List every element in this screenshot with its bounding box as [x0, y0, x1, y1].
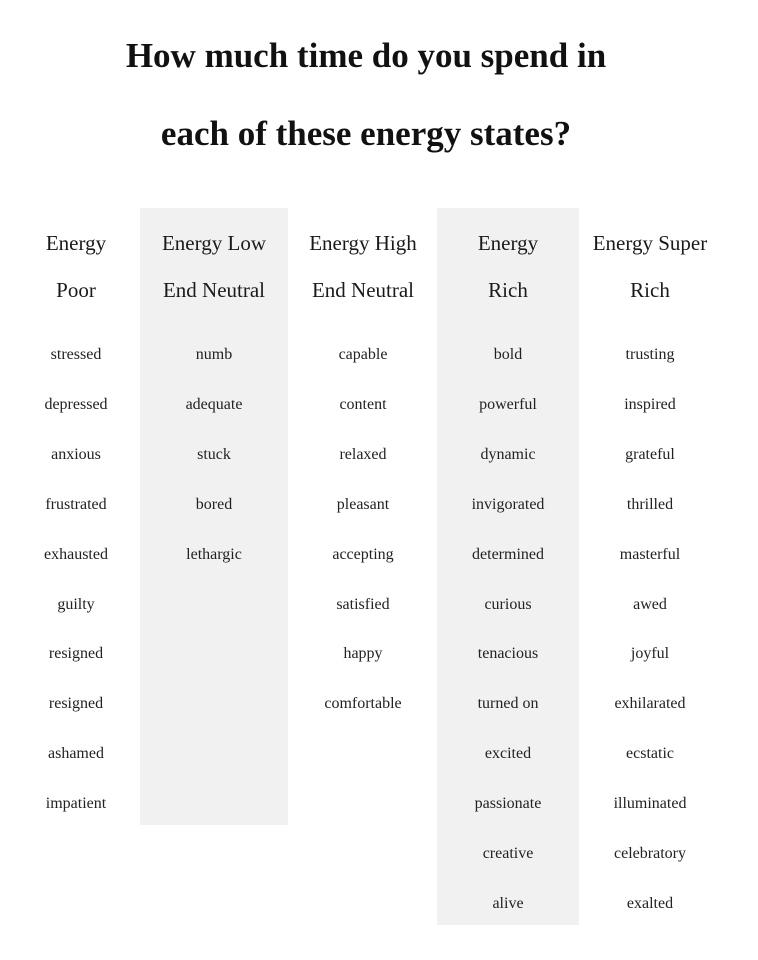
column-header: Rich [630, 278, 670, 302]
energy-word: grateful [625, 446, 675, 463]
energy-word: bold [493, 346, 523, 363]
column-header: Rich [488, 278, 528, 302]
energy-word: stuck [197, 446, 231, 463]
energy-word: thrilled [626, 496, 674, 513]
energy-word: bored [195, 496, 233, 513]
energy-word: tenacious [477, 645, 539, 662]
energy-word: adequate [185, 396, 243, 413]
energy-word: exalted [626, 895, 674, 912]
column-energy-high-end-neutral [292, 208, 434, 828]
energy-word: pleasant [336, 496, 390, 513]
energy-word: anxious [51, 446, 101, 463]
energy-word: powerful [479, 396, 537, 413]
energy-word: stressed [50, 346, 102, 363]
energy-word: passionate [474, 795, 542, 812]
energy-word: ashamed [48, 745, 104, 762]
column-header: Energy [477, 231, 539, 255]
energy-word: exhausted [44, 546, 108, 563]
energy-word: turned on [477, 695, 539, 712]
column-energy-rich [437, 208, 579, 925]
column-header: Energy Super [592, 231, 708, 255]
energy-word: satisfied [336, 596, 390, 613]
energy-word: happy [343, 645, 383, 662]
energy-word: lethargic [186, 546, 242, 563]
column-energy-poor [8, 208, 144, 828]
energy-word: dynamic [480, 446, 536, 463]
column-header: Energy High [309, 231, 417, 255]
energy-word: invigorated [471, 496, 545, 513]
column-header: End Neutral [162, 278, 266, 302]
energy-word: alive [492, 895, 524, 912]
energy-word: depressed [44, 396, 108, 413]
energy-word: numb [195, 346, 233, 363]
energy-word: illuminated [613, 795, 687, 812]
energy-word: masterful [619, 546, 681, 563]
energy-word: excited [484, 745, 532, 762]
energy-word: impatient [45, 795, 107, 812]
column-header: Poor [56, 278, 96, 302]
column-header: End Neutral [311, 278, 415, 302]
column-energy-low-end-neutral [140, 208, 288, 825]
energy-word: curious [484, 596, 532, 613]
energy-word: resigned [48, 645, 104, 662]
column-header: Energy Low [161, 231, 266, 255]
column-energy-super-rich [582, 208, 718, 928]
energy-word: relaxed [339, 446, 387, 463]
energy-word: creative [482, 845, 534, 862]
energy-word: exhilarated [614, 695, 686, 712]
energy-word: capable [338, 346, 388, 363]
energy-word: celebratory [614, 845, 686, 862]
energy-word: inspired [624, 396, 676, 413]
energy-word: awed [633, 596, 667, 613]
column-header: Energy [45, 231, 107, 255]
energy-word: determined [472, 546, 544, 563]
energy-word: resigned [48, 695, 104, 712]
energy-word: guilty [57, 596, 95, 613]
energy-word: comfortable [324, 695, 402, 712]
energy-word: content [339, 396, 387, 413]
page-title-line-1: How much time do you spend in [125, 36, 607, 75]
energy-word: joyful [630, 645, 670, 662]
energy-word: accepting [332, 546, 394, 563]
page-title-line-2: each of these energy states? [160, 114, 572, 153]
energy-word: frustrated [45, 496, 107, 513]
energy-word: ecstatic [626, 745, 674, 762]
energy-word: trusting [625, 346, 675, 363]
